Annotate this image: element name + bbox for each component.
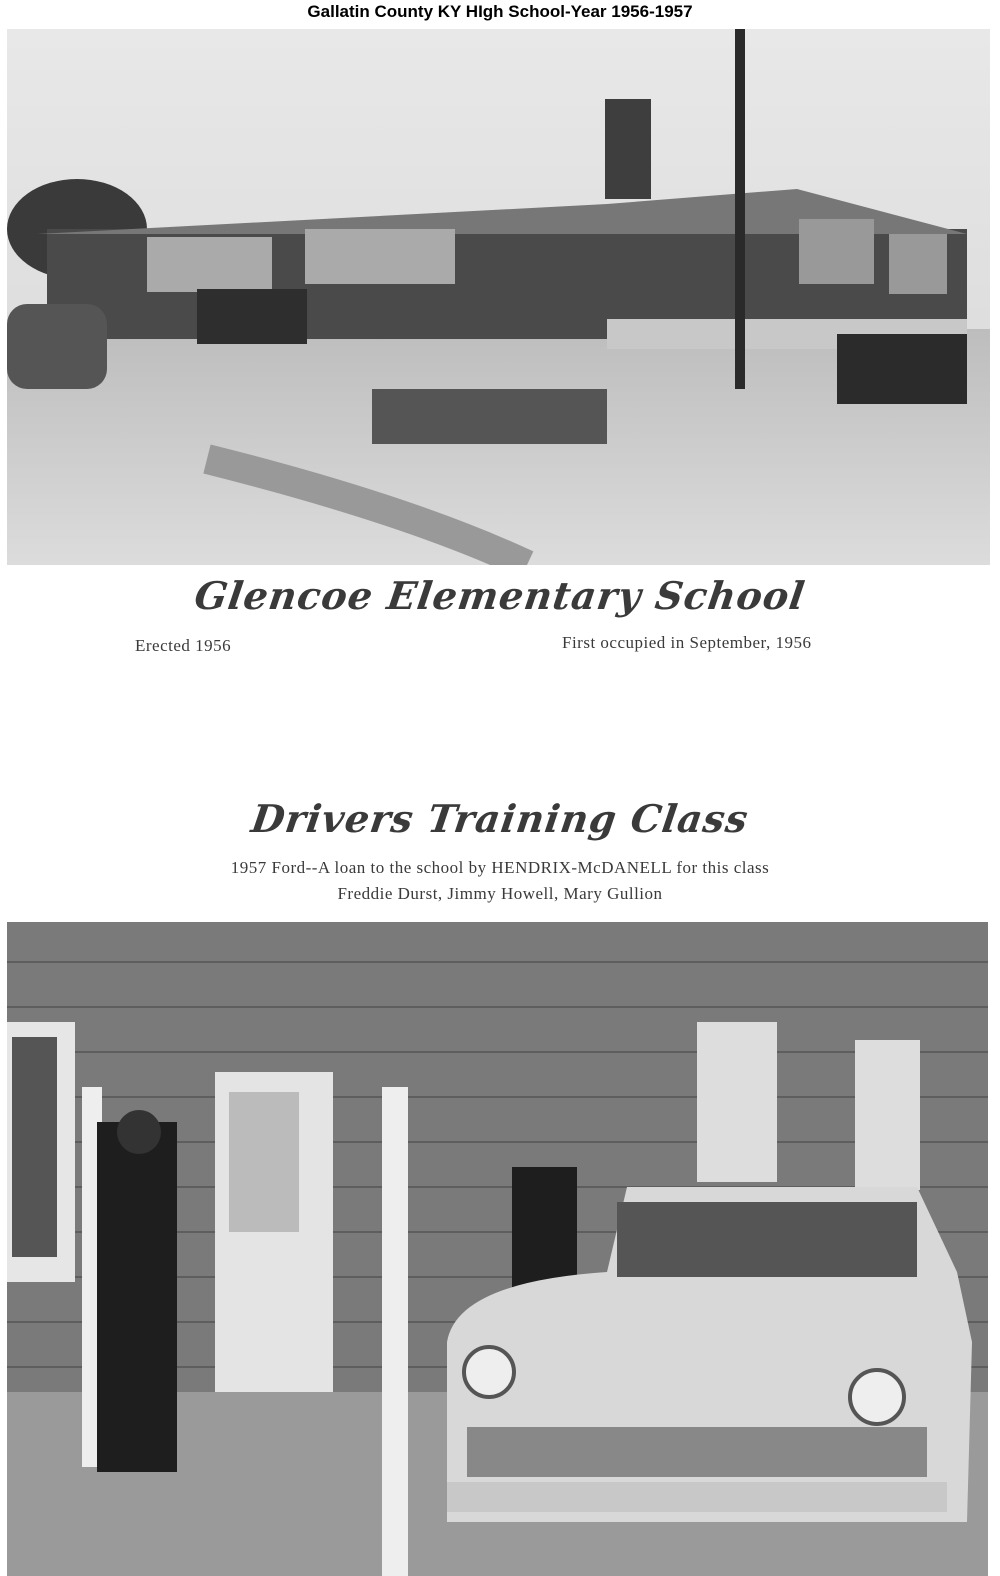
school-construction-photo xyxy=(7,29,990,565)
drivers-class-title: Drivers Training Class xyxy=(248,796,752,841)
occupied-caption: First occupied in September, 1956 xyxy=(562,633,812,652)
students-caption: Freddie Durst, Jimmy Howell, Mary Gullion xyxy=(337,884,663,903)
page-header: Gallatin County KY HIgh School-Year 1956-1957 xyxy=(307,2,693,21)
school-title: Glencoe Elementary School xyxy=(191,573,809,618)
drivers-training-photo xyxy=(7,922,988,1576)
car-loan-caption: 1957 Ford--A loan to the school by HENDRIX-McDANELL for this class xyxy=(230,858,770,877)
erected-caption: Erected 1956 xyxy=(135,636,232,655)
